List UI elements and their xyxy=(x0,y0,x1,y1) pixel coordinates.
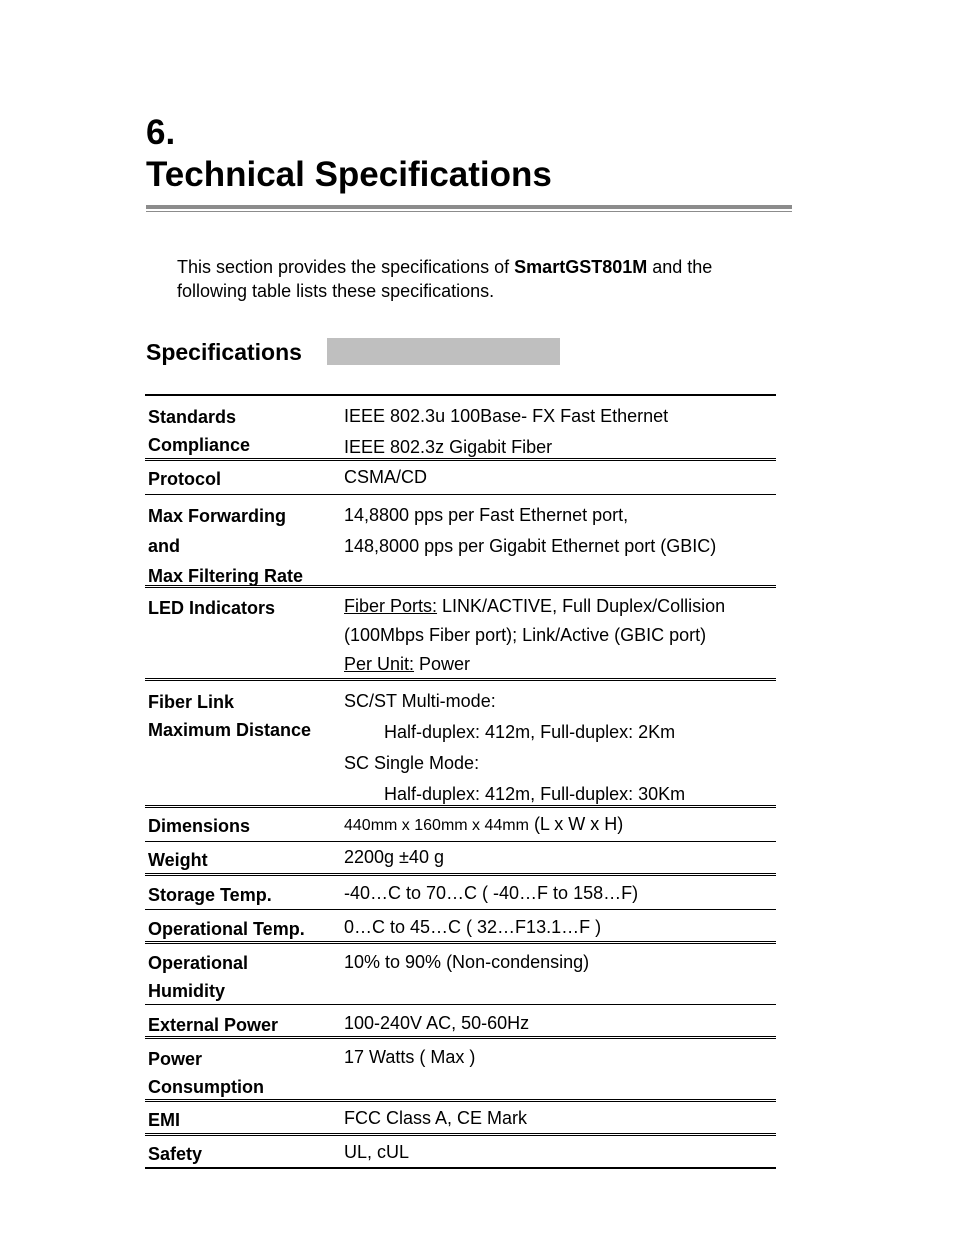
title-rule xyxy=(146,205,792,212)
table-row-dimensions: Dimensions 440mm x 160mm x 44mm (L x W x H) xyxy=(145,808,776,842)
table-row-forwarding: Max Forwarding and Max Filtering Rate 14,8800 pps per Fast Ethernet port, 148,8000 pps per Gigabit Ethernet port (GBIC) xyxy=(145,495,776,588)
table-row-external-power: External Power 100-240V AC, 50-60Hz xyxy=(145,1005,776,1039)
product-name: SmartGST801M xyxy=(514,257,648,277)
table-row-protocol: Protocol CSMA/CD xyxy=(145,461,776,495)
table-row-weight: Weight 2200g ±40 g xyxy=(145,842,776,876)
table-row-fiber-distance: Fiber Link Maximum Distance SC/ST Multi-mode: Half-duplex: 412m, Full-duplex: 2Km SC Single Mode: Half-duplex: 412m, Full-duplex: 30Km xyxy=(145,681,776,808)
table-row-safety: Safety UL, cUL xyxy=(145,1136,776,1169)
specifications-table xyxy=(145,394,776,1169)
table-row-emi: EMI FCC Class A, CE Mark xyxy=(145,1102,776,1136)
table-row-power-consumption: Power Consumption 17 Watts ( Max ) xyxy=(145,1039,776,1102)
heading-bar xyxy=(327,338,560,365)
intro-paragraph: This section provides the specifications of SmartGST801M and the following table lists these specifications. xyxy=(177,257,713,301)
chapter-heading xyxy=(146,112,552,196)
chapter-title: Technical Specifications xyxy=(146,155,552,194)
table-row-storage-temp: Storage Temp. -40…C to 70…C ( -40…F to 158…F) xyxy=(145,876,776,910)
table-row-led: LED Indicators Fiber Ports: LINK/ACTIVE, Full Duplex/Collision (100Mbps Fiber port); Link/Active (GBIC port) Per Unit: Power xyxy=(145,588,776,681)
specifications-heading: Specifications xyxy=(146,339,302,365)
table-row-standards: Standards Compliance IEEE 802.3u 100Base- FX Fast Ethernet IEEE 802.3z Gigabit Fiber xyxy=(145,396,776,461)
chapter-number: 6. xyxy=(146,113,176,152)
table-row-humidity: Operational Humidity 10% to 90% (Non-condensing) xyxy=(145,944,776,1005)
table-row-operational-temp: Operational Temp. 0…C to 45…C ( 32…F13.1…F ) xyxy=(145,910,776,944)
